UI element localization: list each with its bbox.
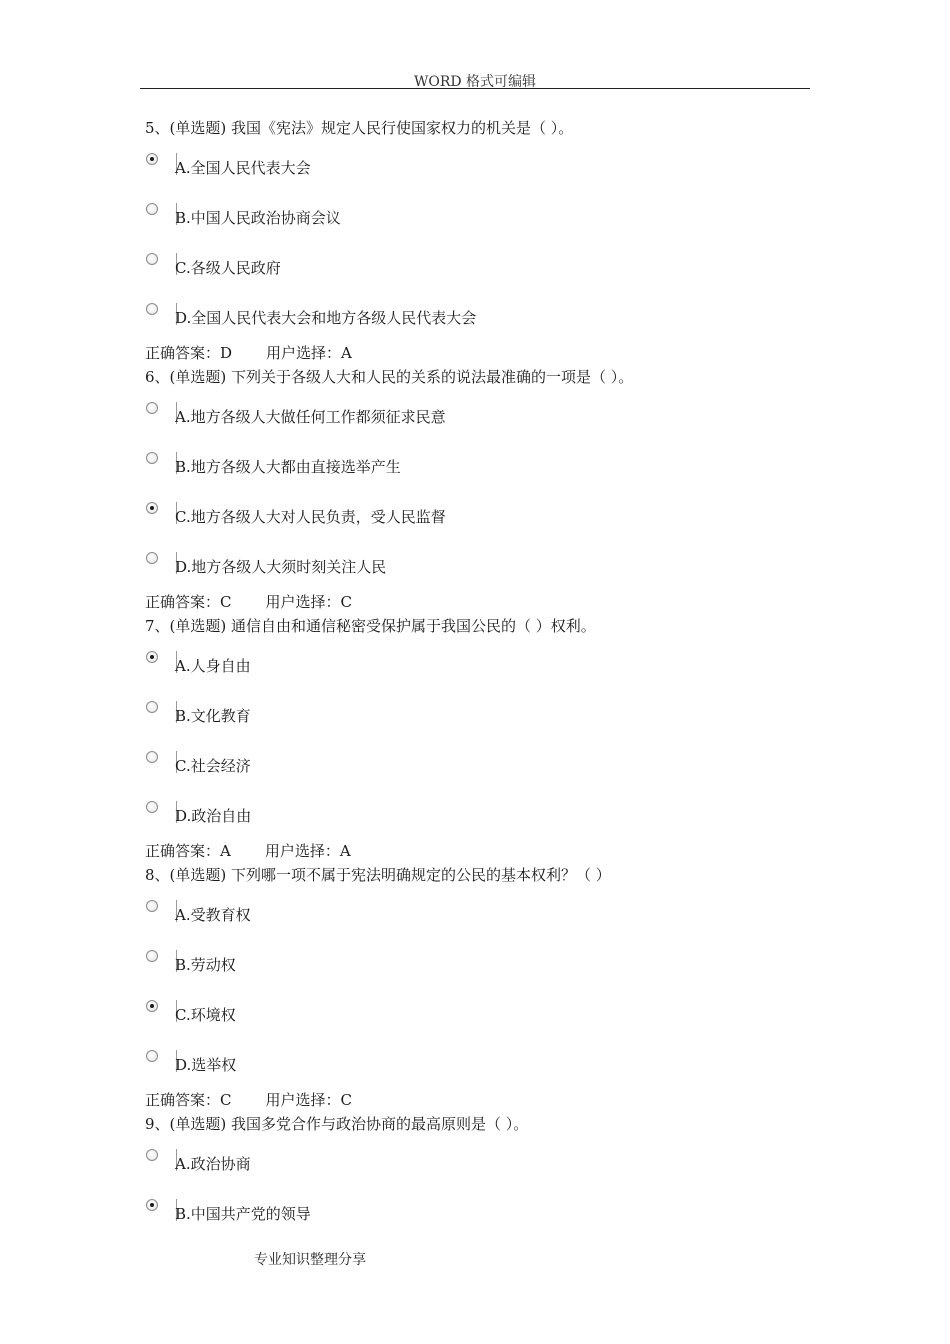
footer-text: 专业知识整理分享 bbox=[254, 1252, 366, 1268]
option-label: D.全国人民代表大会和地方各级人民代表大会 bbox=[175, 309, 477, 327]
answer-line bbox=[145, 593, 352, 611]
radio-button[interactable] bbox=[146, 1050, 158, 1062]
option-label: A.政治协商 bbox=[175, 1155, 251, 1173]
option-label: A.全国人民代表大会 bbox=[175, 159, 311, 177]
user-choice: 用户选择：C bbox=[265, 1091, 352, 1109]
option-label: B.地方各级人大都由直接选举产生 bbox=[175, 458, 401, 476]
correct-answer: 正确答案：D bbox=[145, 344, 233, 362]
correct-answer: 正确答案：C bbox=[145, 1091, 232, 1109]
option-label: B.中国共产党的领导 bbox=[175, 1205, 311, 1223]
radio-button-checked[interactable] bbox=[146, 1000, 158, 1012]
answer-option[interactable] bbox=[146, 402, 746, 432]
radio-button[interactable] bbox=[146, 751, 158, 763]
answer-option[interactable] bbox=[146, 153, 746, 183]
radio-button[interactable] bbox=[146, 950, 158, 962]
answer-option[interactable] bbox=[146, 303, 746, 333]
question-title: 7、(单选题) 通信自由和通信秘密受保护属于我国公民的（ ）权利。 bbox=[145, 617, 596, 635]
answer-option[interactable] bbox=[146, 1000, 746, 1030]
answer-option[interactable] bbox=[146, 1149, 746, 1179]
radio-button[interactable] bbox=[146, 701, 158, 713]
answer-option[interactable] bbox=[146, 502, 746, 532]
answer-option[interactable] bbox=[146, 701, 746, 731]
answer-option[interactable] bbox=[146, 801, 746, 831]
user-choice: 用户选择：C bbox=[265, 593, 352, 611]
option-label: B.文化教育 bbox=[175, 707, 251, 725]
radio-button[interactable] bbox=[146, 253, 158, 265]
answer-option[interactable] bbox=[146, 452, 746, 482]
answer-option[interactable] bbox=[146, 1050, 746, 1080]
radio-button[interactable] bbox=[146, 900, 158, 912]
option-label: B.劳动权 bbox=[175, 956, 236, 974]
question-title: 8、(单选题) 下列哪一项不属于宪法明确规定的公民的基本权利？（ ） bbox=[145, 866, 611, 884]
radio-button[interactable] bbox=[146, 402, 158, 414]
header-text: WORD 格式可编辑 bbox=[413, 74, 537, 90]
radio-button-checked[interactable] bbox=[146, 502, 158, 514]
radio-button-checked[interactable] bbox=[146, 153, 158, 165]
question-title: 9、(单选题) 我国多党合作与政治协商的最高原则是（ ）。 bbox=[145, 1115, 529, 1133]
radio-button[interactable] bbox=[146, 303, 158, 315]
option-label: C.环境权 bbox=[175, 1006, 236, 1024]
option-label: C.各级人民政府 bbox=[175, 259, 281, 277]
answer-line bbox=[145, 344, 352, 362]
option-label: A.人身自由 bbox=[175, 657, 251, 675]
radio-button-checked[interactable] bbox=[146, 651, 158, 663]
answer-option[interactable] bbox=[146, 751, 746, 781]
option-label: A.受教育权 bbox=[175, 906, 251, 924]
answer-option[interactable] bbox=[146, 552, 746, 582]
correct-answer: 正确答案：C bbox=[145, 593, 232, 611]
radio-button[interactable] bbox=[146, 552, 158, 564]
answer-line bbox=[145, 1091, 352, 1109]
answer-option[interactable] bbox=[146, 203, 746, 233]
radio-button-checked[interactable] bbox=[146, 1199, 158, 1211]
radio-button[interactable] bbox=[146, 203, 158, 215]
question-title: 5、(单选题) 我国《宪法》规定人民行使国家权力的机关是（ ）。 bbox=[145, 119, 574, 137]
question-title: 6、(单选题) 下列关于各级人大和人民的关系的说法最准确的一项是（ ）。 bbox=[145, 368, 634, 386]
radio-button[interactable] bbox=[146, 1149, 158, 1161]
option-label: D.地方各级人大须时刻关注人民 bbox=[175, 558, 387, 576]
answer-option[interactable] bbox=[146, 651, 746, 681]
answer-option[interactable] bbox=[146, 1199, 746, 1229]
correct-answer: 正确答案：A bbox=[145, 842, 231, 860]
option-label: C.地方各级人大对人民负责，受人民监督 bbox=[175, 508, 446, 526]
user-choice: 用户选择：A bbox=[264, 842, 351, 860]
option-label: A.地方各级人大做任何工作都须征求民意 bbox=[175, 408, 446, 426]
option-label: C.社会经济 bbox=[175, 757, 251, 775]
header-rule bbox=[140, 88, 810, 89]
answer-line bbox=[145, 842, 351, 860]
user-choice: 用户选择：A bbox=[266, 344, 352, 362]
radio-button[interactable] bbox=[146, 452, 158, 464]
radio-button[interactable] bbox=[146, 801, 158, 813]
option-label: D.选举权 bbox=[175, 1056, 237, 1074]
answer-option[interactable] bbox=[146, 950, 746, 980]
option-label: B.中国人民政治协商会议 bbox=[175, 209, 341, 227]
option-label: D.政治自由 bbox=[175, 807, 252, 825]
answer-option[interactable] bbox=[146, 900, 746, 930]
answer-option[interactable] bbox=[146, 253, 746, 283]
